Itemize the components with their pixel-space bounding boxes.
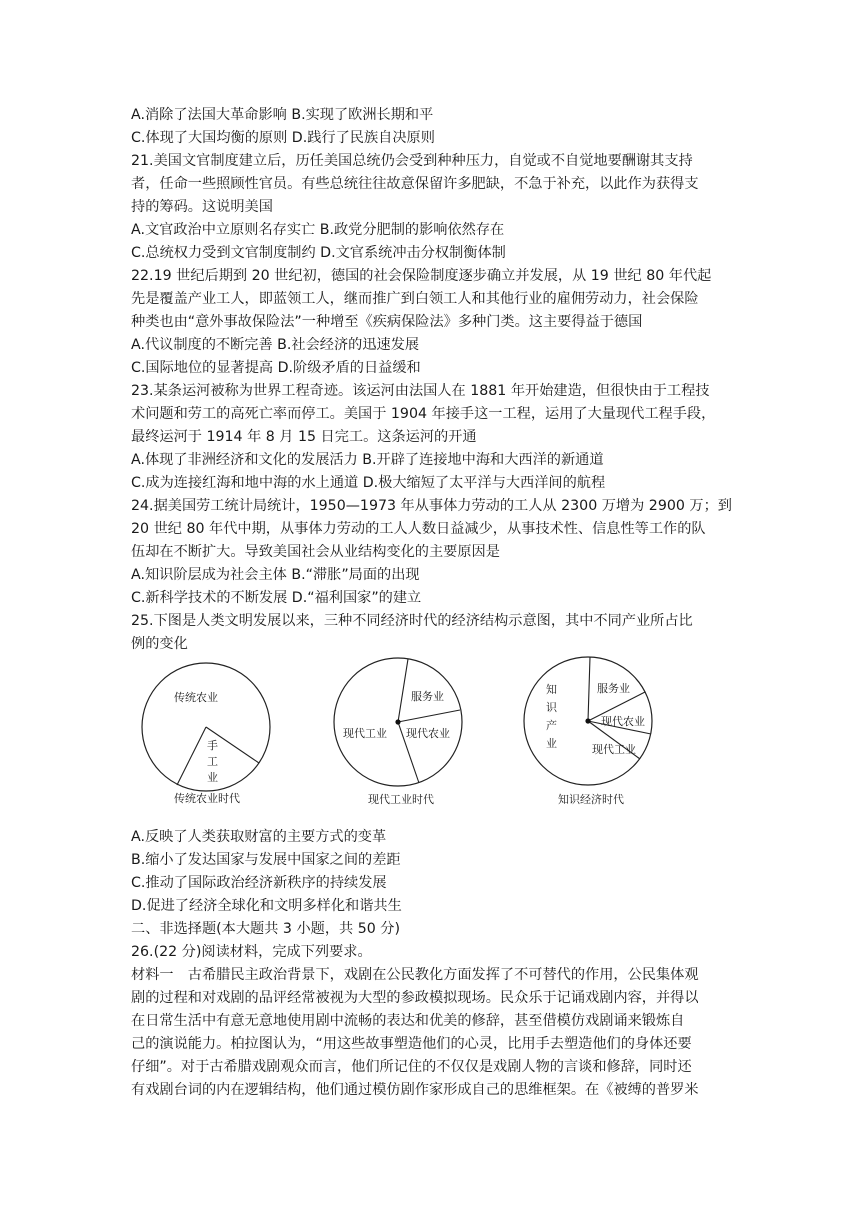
pie1-caption: 传统农业时代 [174, 792, 240, 805]
q23-stem-line-2: 术问题和劳工的高死亡率而停工。美国于 1904 年接手这一工程，运用了大量现代工程手段， [131, 406, 716, 422]
pie3-label-knowledge-1: 知 [546, 683, 557, 696]
pie2-label-modern-agriculture: 现代农业 [406, 727, 450, 740]
q22-stem-line-1: 22.19 世纪后期到 20 世纪初，德国的社会保险制度逐步确立并发展，从 19 世纪 80 年代起 [131, 268, 712, 284]
pie3-center-dot [585, 718, 590, 723]
q23-stem-line-1: 23.某条运河被称为世界工程奇迹。该运河由法国人在 1881 年开始建造，但很快由于工程技 [131, 383, 710, 399]
q20-options-cd: C.体现了大国均衡的原则 D.践行了民族自决原则 [131, 130, 435, 146]
q22-stem-line-3: 种类也由“意外事故保险法”一种增至《疾病保险法》多种门类。这主要得益于德国 [131, 314, 643, 330]
q22-stem-line-2: 先是覆盖产业工人，即蓝领工人，继而推广到白领工人和其他行业的雇佣劳动力，社会保险 [131, 291, 699, 307]
pie3-label-services: 服务业 [597, 682, 630, 695]
pie3-label-knowledge-4: 业 [546, 737, 557, 750]
economic-structure-svg [137, 655, 677, 815]
q26-material-line-5: 仔细”。对于古希腊戏剧观众而言，他们所记住的不仅仅是戏剧人物的言谈和修辞，同时还 [131, 1059, 692, 1075]
q25-option-a: A.反映了人类获取财富的主要方式的变革 [131, 829, 387, 845]
q21-stem-line-3: 持的筹码。这说明美国 [131, 199, 273, 215]
pie1-label-handicraft-3: 业 [207, 771, 218, 784]
pie3-label-knowledge-2: 识 [546, 701, 557, 714]
q21-stem-line-2: 者，任命一些照顾性官员。有些总统往往故意保留许多肥缺，不急于补充，以此作为获得支 [131, 176, 699, 192]
q24-stem-line-2: 20 世纪 80 年代中期，从事体力劳动的工人人数日益减少，从事技术性、信息性等工作的队 [131, 521, 706, 537]
q24-stem-line-3: 伍却在不断扩大。导致美国社会从业结构变化的主要原因是 [131, 544, 500, 560]
q26-material-line-6: 有戏剧台词的内在逻辑结构，他们通过模仿剧作家形成自己的思维框架。在《被缚的普罗米 [131, 1082, 699, 1098]
q25-stem-line-1: 25.下图是人类文明发展以来，三种不同经济时代的经济结构示意图，其中不同产业所占比 [131, 613, 693, 629]
q26-material-line-4: 己的演说能力。柏拉图认为，“用这些故事塑造他们的心灵，比用手去塑造他们的身体还要 [131, 1036, 692, 1052]
pie3-caption: 知识经济时代 [558, 793, 624, 806]
q25-option-c: C.推动了国际政治经济新秩序的持续发展 [131, 875, 387, 891]
q20-options-ab: A.消除了法国大革命影响 B.实现了欧洲长期和平 [131, 107, 434, 123]
q23-options-cd: C.成为连接红海和地中海的水上通道 D.极大缩短了太平洋与大西洋间的航程 [131, 475, 606, 491]
q21-stem-line-1: 21.美国文官制度建立后，历任美国总统仍会受到种种压力，自觉或不自觉地要酬谢其支持 [131, 153, 693, 169]
pie3-label-knowledge-3: 产 [546, 719, 557, 732]
section-2-heading: 二、非选择题(本大题共 3 小题，共 50 分) [131, 921, 401, 937]
q26-material-line-3: 在日常生活中有意无意地使用剧中流畅的表达和优美的修辞，甚至借模仿戏剧诵来锻炼自 [131, 1013, 685, 1029]
pie2-label-modern-industry: 现代工业 [343, 727, 387, 740]
q22-options-cd: C.国际地位的显著提高 D.阶级矛盾的日益缓和 [131, 360, 421, 376]
pie2-divider-1 [398, 659, 408, 722]
pie2-center-dot [395, 719, 400, 724]
q21-options-ab: A.文官政治中立原则名存实亡 B.政党分肥制的影响依然存在 [131, 222, 505, 238]
q25-stem-line-2: 例的变化 [131, 636, 188, 652]
q26-heading: 26.(22 分)阅读材料，完成下列要求。 [131, 944, 372, 960]
q23-stem-line-3: 最终运河于 1914 年 8 月 15 日完工。这条运河的开通 [131, 429, 477, 445]
pie1-label-traditional-agriculture: 传统农业 [174, 691, 218, 704]
q24-options-ab: A.知识阶层成为社会主体 B.“滞胀”局面的出现 [131, 567, 420, 583]
q25-option-d: D.促进了经济全球化和文明多样化和谐共生 [131, 898, 402, 914]
q24-stem-line-1: 24.据美国劳工统计局统计，1950—1973 年从事体力劳动的工人从 2300 万增为 2900 万；到 [131, 498, 732, 514]
pie3-label-modern-agriculture: 现代农业 [601, 715, 645, 728]
q26-material-line-1: 材料一 古希腊民主政治背景下，戏剧在公民教化方面发挥了不可替代的作用，公民集体观 [131, 967, 699, 983]
pie1-label-handicraft-1: 手 [207, 739, 218, 752]
q22-options-ab: A.代议制度的不断完善 B.社会经济的迅速发展 [131, 337, 420, 353]
q26-material-line-2: 剧的过程和对戏剧的品评经常被视为大型的参政模拟现场。民众乐于记诵戏剧内容，并得以 [131, 990, 699, 1006]
pie-knowledge-economy-era [524, 657, 652, 806]
pie2-caption: 现代工业时代 [368, 793, 434, 806]
pie-modern-industry-era [334, 658, 462, 806]
pie1-label-handicraft-2: 工 [207, 755, 218, 768]
q24-options-cd: C.新科学技术的不断发展 D.“福利国家”的建立 [131, 590, 422, 606]
q25-option-b: B.缩小了发达国家与发展中国家之间的差距 [131, 852, 401, 868]
q23-options-ab: A.体现了非洲经济和文化的发展活力 B.开辟了连接地中海和大西洋的新通道 [131, 452, 604, 468]
pie-traditional-agriculture-era [141, 657, 271, 807]
pie3-label-modern-industry: 现代工业 [592, 743, 636, 756]
economic-structure-figure [137, 655, 677, 815]
q21-options-cd: C.总统权力受到文官制度制约 D.文官系统冲击分权制衡体制 [131, 245, 506, 261]
pie3-divider-1 [588, 657, 590, 721]
pie2-divider-2 [398, 710, 460, 722]
pie2-label-services: 服务业 [411, 690, 444, 703]
